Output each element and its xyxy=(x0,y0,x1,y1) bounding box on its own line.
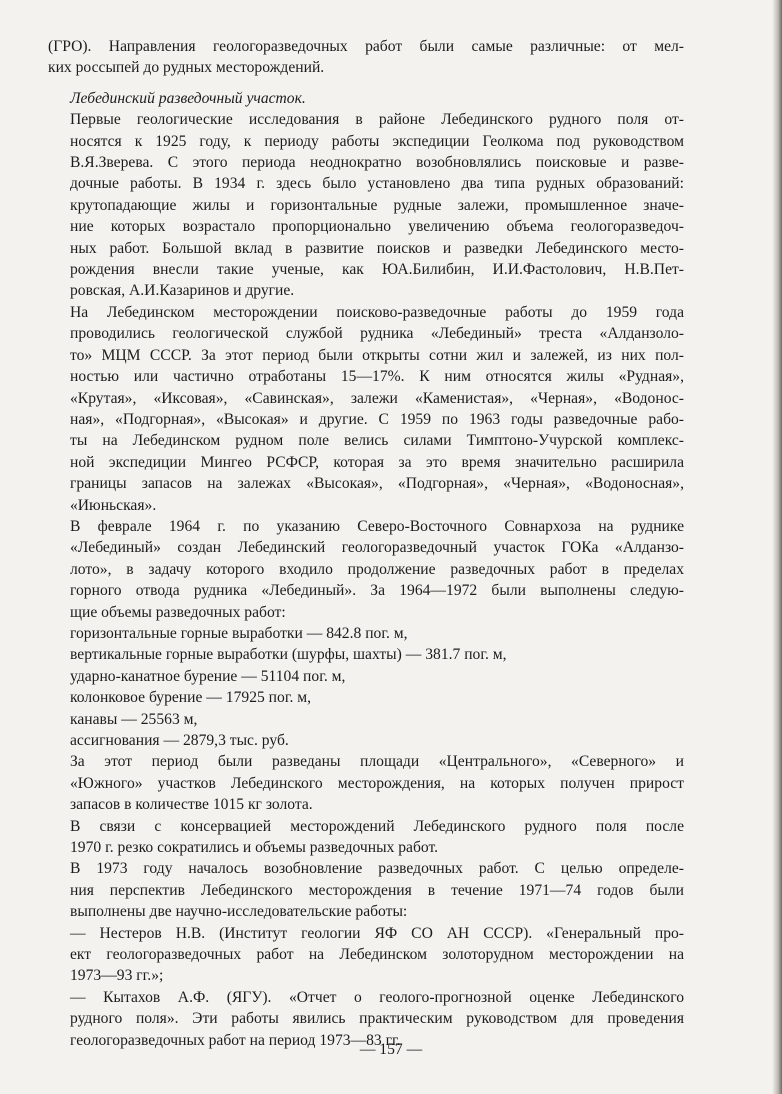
scan-edge-shadow xyxy=(772,0,782,1094)
text-line: — Кытахов А.Ф. (ЯГУ). «Отчет о геолого-прогнозной оценке Лебединского xyxy=(70,988,684,1006)
text-line: За этот период были разведаны площади «Центрального», «Северного» и xyxy=(70,753,684,771)
text-line: На Лебединском месторождении поисково-разведочные работы до 1959 года xyxy=(70,303,684,321)
text-line: ния перспектив Лебединского месторождения в течение 1971—74 годов были xyxy=(70,881,684,899)
text-line: границы запасов на залежах «Высокая», «Подгорная», «Черная», «Водоносная», xyxy=(70,475,684,493)
text-block-bottom xyxy=(48,751,684,1051)
text-line: В связи с консервацией месторождений Лебединского рудного поля после xyxy=(70,817,684,835)
volume-item: ассигнования — 2879,3 тыс. руб. xyxy=(70,732,289,749)
text-line: 1973—93 гг.»; xyxy=(70,967,164,985)
text-line: ект геологоразведочных работ на Лебединском золоторудном месторождении на xyxy=(70,946,684,964)
text-line: носятся к 1925 году, к периоду работы экспедиции Геолкома под руководством xyxy=(70,132,684,150)
volume-item: вертикальные горные выработки (шурфы, шахты) — 381.7 пог. м, xyxy=(70,646,507,664)
section-heading xyxy=(48,88,684,109)
volume-item: ударно-канатное бурение — 51104 пог. м, xyxy=(70,667,346,685)
volume-item: горизонтальные горные выработки — 842.8 пог. м, xyxy=(70,624,408,642)
text-line: Лебединский разведочный участок. xyxy=(70,89,306,107)
text-line: В.Я.Зверева. С этого периода неоднократно возобновлялись поисковые и разве- xyxy=(70,154,684,172)
text-line: выполнены две научно-исследовательские работы: xyxy=(70,903,408,921)
text-line: рудного поля». Эти работы явились практическим руководством для проведения xyxy=(70,1010,684,1028)
volume-item: канавы — 25563 м, xyxy=(70,710,198,728)
volumes-list xyxy=(48,623,684,751)
paragraph xyxy=(48,516,684,623)
text-body xyxy=(48,36,684,1051)
text-line: ной экспедиции Мингео РСФСР, которая за это время значительно расширила xyxy=(70,453,684,471)
text-line: В 1973 году началось возобновление разведочных работ. С целью определе- xyxy=(70,860,684,878)
text-line: ровская, А.И.Казаринов и другие. xyxy=(70,282,295,300)
paragraph xyxy=(48,36,684,79)
text-line: лото», в задачу которого входило продолжение разведочных работ в пределах xyxy=(70,560,684,578)
text-line: ная», «Подгорная», «Высокая» и другие. С 1959 по 1963 годы разведочные рабо- xyxy=(70,410,684,428)
text-line: геологоразведочных работ на период 1973—83 гг. xyxy=(70,1031,401,1049)
page-number: — 157 — xyxy=(359,1041,423,1058)
text-line: горного отвода рудника «Лебединый». За 1964—1972 были выполнены следую- xyxy=(70,582,684,600)
paragraph xyxy=(48,923,684,987)
paragraph xyxy=(48,302,684,516)
text-line: то» МЦМ СССР. За этот период были открыты сотни жил и залежей, из них пол- xyxy=(70,346,684,364)
text-line: крутопадающие жилы и горизонтальные рудные залежи, промышленное значе- xyxy=(70,196,684,214)
text-line: проводились геологической службой рудника «Лебединый» треста «Алданзоло- xyxy=(70,325,684,343)
text-line: ты на Лебединском рудном поле велись силами Тимптоно-Учурской комплекс- xyxy=(70,432,684,450)
paragraph xyxy=(48,816,684,859)
text-line: В феврале 1964 г. по указанию Северо-Восточного Совнархоза на руднике xyxy=(70,517,684,535)
text-line: ных работ. Большой вклад в развитие поисков и разведки Лебединского место- xyxy=(70,239,684,257)
text-block-top xyxy=(48,36,684,623)
text-line: Первые геологические исследования в районе Лебединского рудного поля от- xyxy=(70,111,684,129)
paragraph xyxy=(48,858,684,922)
text-line: 1970 г. резко сократились и объемы разведочных работ. xyxy=(70,839,439,857)
paragraph xyxy=(48,751,684,815)
text-line: дочные работы. В 1934 г. здесь было установлено два типа рудных образований: xyxy=(70,175,684,193)
text-line: «Июньская». xyxy=(70,496,157,514)
text-line: «Южного» участков Лебединского месторождения, на которых получен прирост xyxy=(70,774,684,792)
text-line: ких россыпей до рудных месторождений. xyxy=(48,59,325,77)
text-line: рождения внесли такие ученые, как ЮА.Билибин, И.И.Фастолович, Н.В.Пет- xyxy=(70,261,684,279)
volume-item: колонковое бурение — 17925 пог. м, xyxy=(70,689,312,707)
text-line: «Крутая», «Иксовая», «Савинская», залежи «Каменистая», «Черная», «Водонос- xyxy=(70,389,684,407)
text-line: ностью или частично отработаны 15—17%. К ним относятся жилы «Рудная», xyxy=(70,368,684,386)
text-line: (ГРО). Направления геологоразведочных работ были самые различные: от мел- xyxy=(48,38,684,55)
text-line: ние которых возрастало пропорционально увеличению объема геологоразведоч- xyxy=(70,218,684,236)
text-line: — Нестеров Н.В. (Институт геологии ЯФ СО АН СССР). «Генеральный про- xyxy=(70,924,684,942)
text-line: «Лебединый» создан Лебединский геологоразведочный участок ГОКа «Алданзо- xyxy=(70,539,684,557)
text-line: запасов в количестве 1015 кг золота. xyxy=(70,796,313,814)
paragraph xyxy=(48,109,684,302)
text-line: щие объемы разведочных работ: xyxy=(70,603,286,621)
